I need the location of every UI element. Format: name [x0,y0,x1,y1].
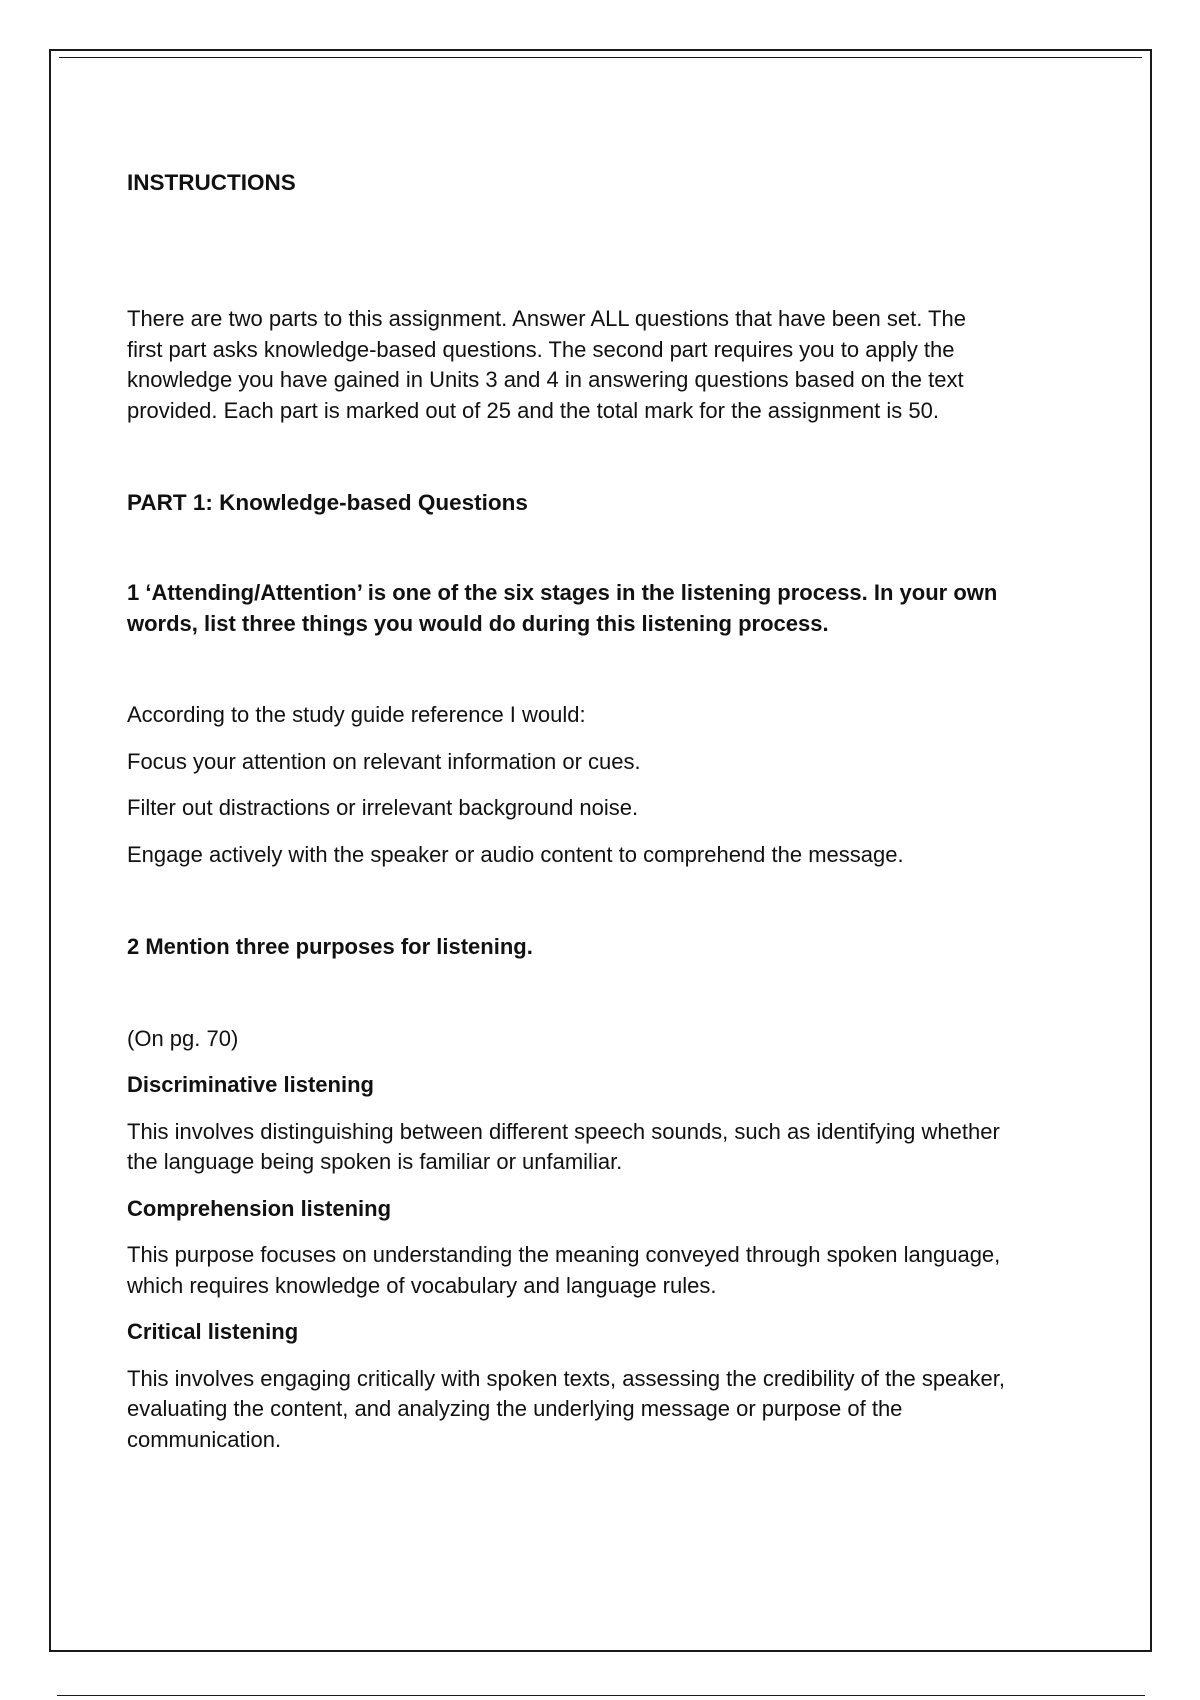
instructions-line: first part asks knowledge-based questions. The second part requires you to apply the [127,336,955,362]
purpose-title: Comprehension listening [127,1195,392,1221]
instructions-line: provided. Each part is marked out of 25 and the total mark for the assignment is 50. [127,397,939,423]
purpose-description-line: evaluating the content, and analyzing the underlying message or purpose of the [127,1396,903,1421]
question-1-answer: Engage actively with the speaker or audio content to comprehend the message. [127,841,904,867]
document-body [127,168,1097,1455]
instructions-paragraph [127,304,1097,426]
purpose-description-line: This purpose focuses on understanding the meaning conveyed through spoken language, [127,1242,1001,1267]
purpose-description-line: the language being spoken is familiar or unfamiliar. [127,1149,623,1174]
question-1-intro: According to the study guide reference I would: [127,702,586,727]
question-2: 2 Mention three purposes for listening. [127,934,533,959]
purpose-description-line: This involves distinguishing between different speech sounds, such as identifying whether [127,1118,1000,1144]
question-2-reference: (On pg. 70) [127,1025,239,1051]
top-rule [59,57,1142,58]
purpose-title: Discriminative listening [127,1072,374,1097]
purpose-description-line: This involves engaging critically with spoken texts, assessing the credibility of the speaker, [127,1365,1005,1391]
question-1-line: words, list three things you would do during this listening process. [127,610,829,636]
question-1 [127,578,1097,639]
question-1-line: 1 ‘Attending/Attention’ is one of the six stages in the listening process. In your own [127,580,998,605]
purpose-description-line: communication. [127,1426,282,1452]
instructions-line: There are two parts to this assignment. Answer ALL questions that have been set. The [127,306,966,331]
question-1-answer: Filter out distractions or irrelevant background noise. [127,795,639,820]
instructions-heading: INSTRUCTIONS [127,170,296,195]
instructions-line: knowledge you have gained in Units 3 and 4 in answering questions based on the text [127,367,964,392]
part1-heading: PART 1: Knowledge-based Questions [127,490,528,515]
purpose-description-line: which requires knowledge of vocabulary and language rules. [127,1272,717,1298]
purpose-title: Critical listening [127,1319,299,1344]
question-1-answer: Focus your attention on relevant information or cues. [127,748,641,774]
bottom-rule [57,1695,1145,1696]
